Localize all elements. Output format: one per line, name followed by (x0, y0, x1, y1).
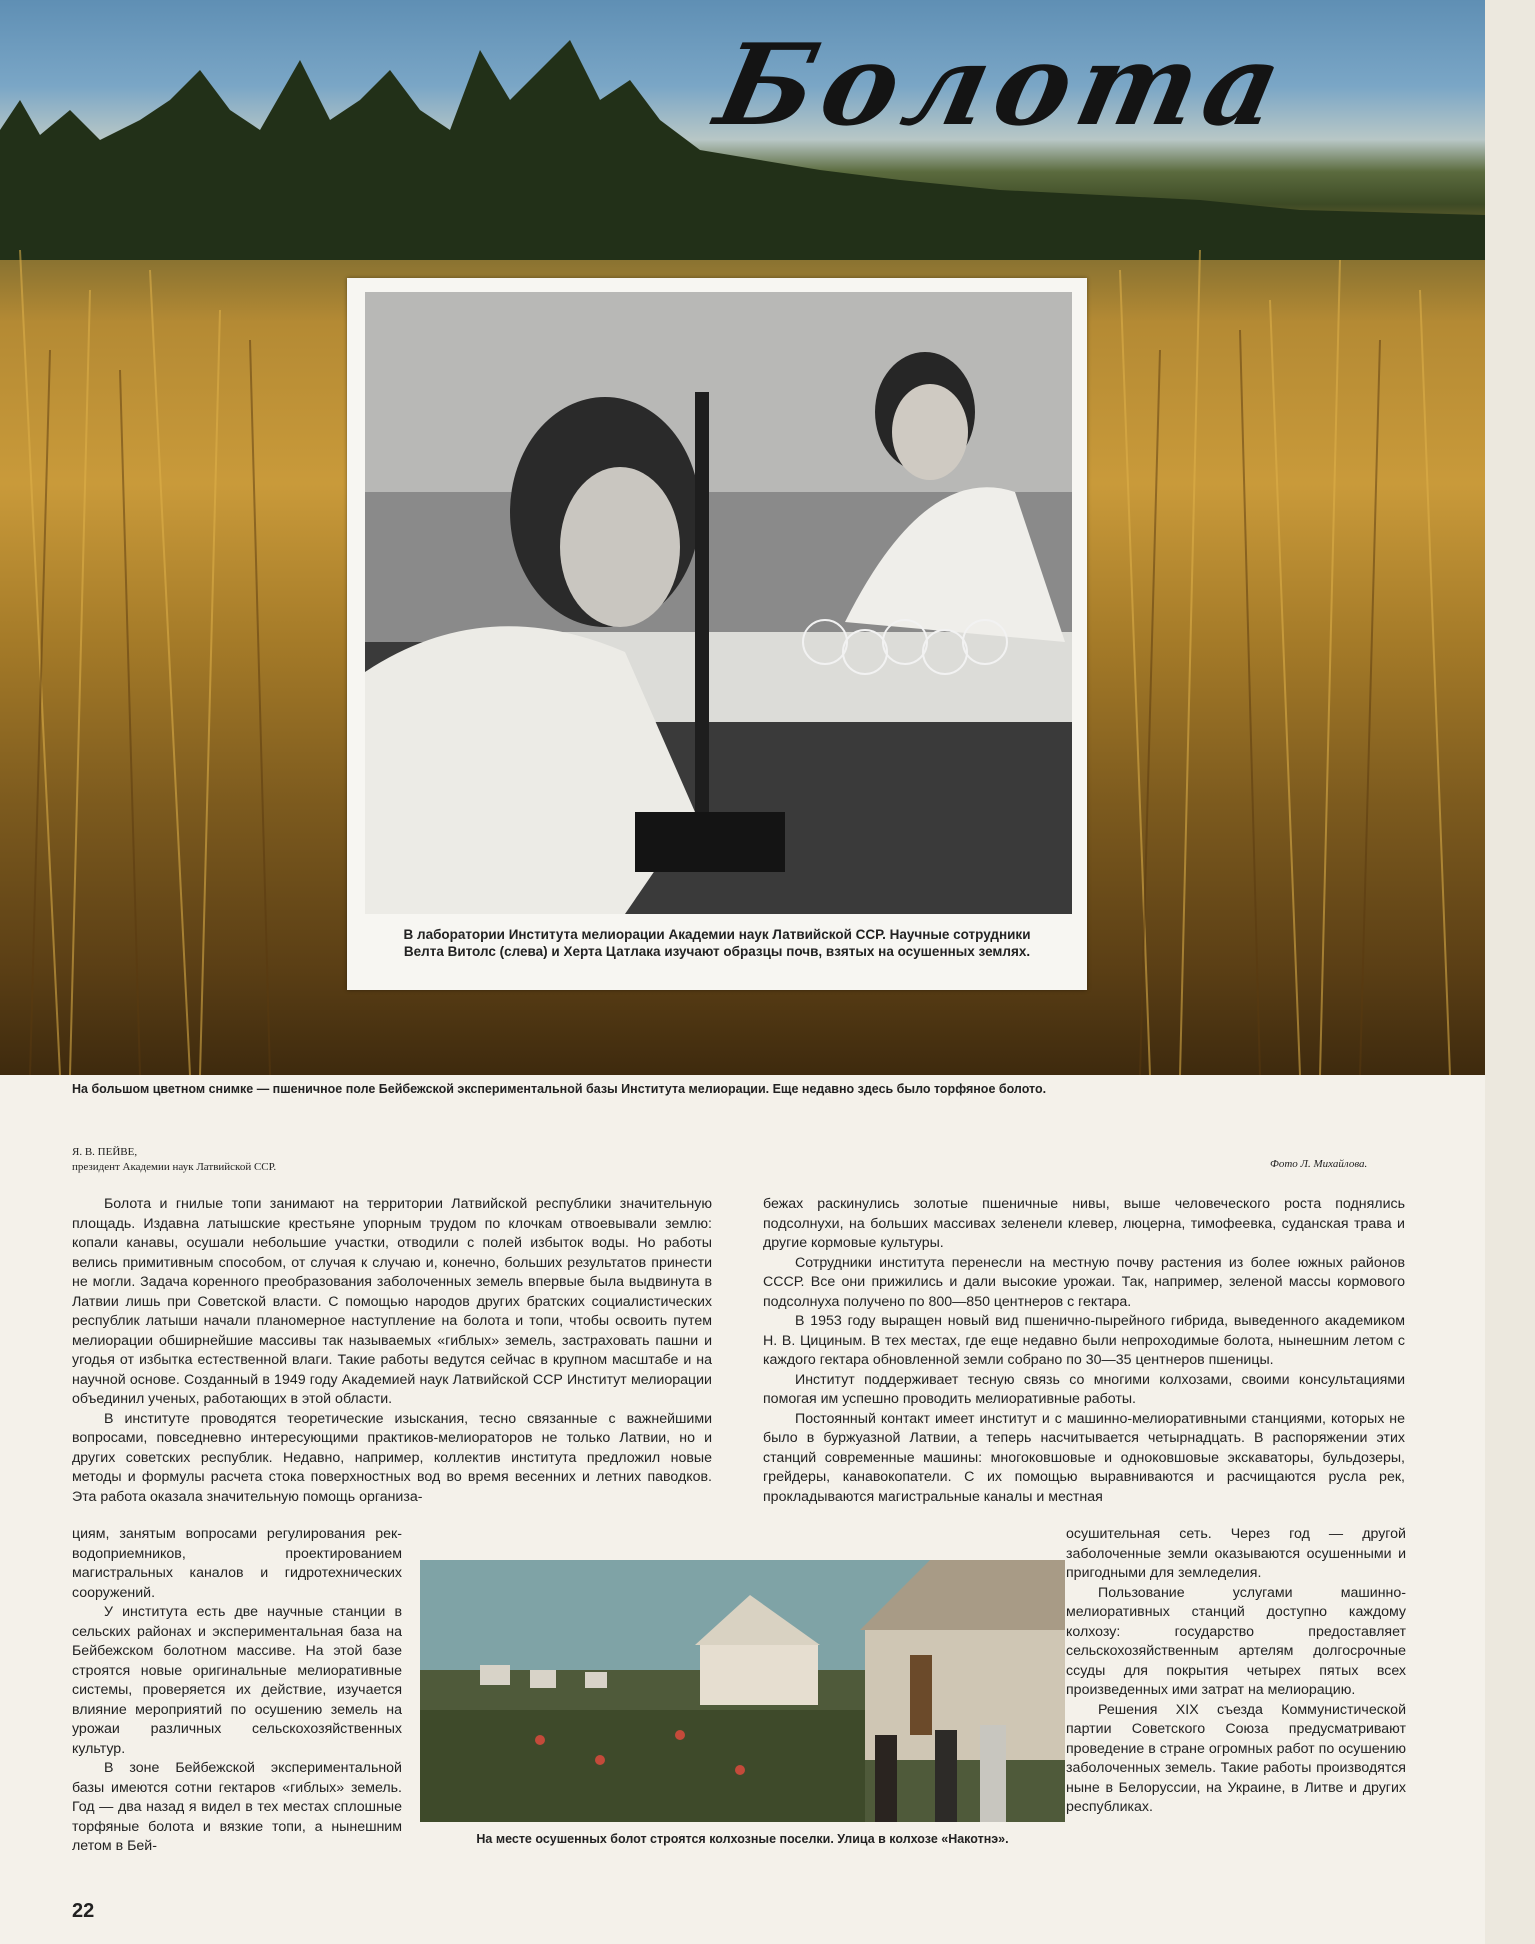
paragraph: Пользование услугами машинно-мелиоративных станций доступно каждому колхозу: государство предоставляет сельскохозяйственным артелям долгосрочные ссуды для покрытия четырех пятых всех произведенных ими затрат на мелиорацию. (1066, 1584, 1406, 1698)
column-2-bottom (1066, 1525, 1406, 1818)
article-title: Болота (706, 20, 1301, 151)
photo-credit: Фото Л. Михайлова. (1270, 1158, 1368, 1170)
village-photo (420, 1560, 1065, 1822)
paragraph: В 1953 году выращен новый вид пшенично-пырейного гибрида, выведенного академиком Н. В. Цициным. В тех местах, где еще недавно были непроходимые болота, нынешним летом с каждого гектара обновленной земли собрано по 30—35 центнеров пшеницы. (763, 1313, 1405, 1368)
paragraph: бежах раскинулись золотые пшеничные нивы, выше человеческого роста поднялись подсолнухи, на больших массивах зеленели клевер, люцерна, тимофеевка, суданская трава и другие кормовые культуры. (763, 1196, 1405, 1251)
author-block (72, 1145, 276, 1175)
village-photo-caption: На месте осушенных болот строятся колхозные поселки. Улица в колхозе «Накотнэ». (476, 1832, 1009, 1846)
paragraph: Решения XIX съезда Коммунистической партии Советского Союза предусматривают проведение в стране огромных работ по осушению заболоченных земель. Такие работы производятся ныне в Белоруссии, на Украине, в Литве и других республиках. (1066, 1701, 1406, 1815)
paragraph: Сотрудники института перенесли на местную почву растения из более южных районов СССР. Все они прижились и дали высокие урожаи. Так, например, зеленой массы кормового подсолнуха получено по 800—850 центнеров с гектара. (763, 1254, 1405, 1310)
author-title: президент Академии наук Латвийской ССР. (72, 1161, 277, 1173)
paragraph: У института есть две научные станции в сельских районах и экспериментальная база на Бейбежском болотном массиве. На этой базе строятся новые оригинальные мелиоративные системы, проверяется их действие, изучается влияние мероприятий по осушению земель на урожаи различных сельскохозяйственных культур. (72, 1604, 402, 1757)
paragraph: В зоне Бейбежской экспериментальной базы имеются сотни гектаров «гиблых» земель. Год — два назад я видел в тех местах сплошные торфяные болота и вязкие топи, а нынешним летом в Бей- (72, 1760, 402, 1854)
paragraph: Постоянный контакт имеет институт и с машинно-мелиоративными станциями, которых не было в буржуазной Латвии, а теперь насчитывается четырнадцать. В распоряжении этих станций современные машины: многоковшовые и одноковшовые экскаваторы, бульдозеры, грейдеры, канавокопатели. С их помощью выравниваются и расчищаются русла рек, прокладываются магистральные каналы и местная (763, 1410, 1405, 1505)
lab-photo (365, 292, 1072, 914)
hero-caption: На большом цветном снимке — пшеничное поле Бейбежской экспериментальной базы Института мелиорации. Еще недавно здесь было торфяное болото. (72, 1082, 1047, 1096)
page-number: 22 (72, 1900, 95, 1922)
page-edge (1485, 0, 1535, 1944)
column-2-top (763, 1195, 1405, 1507)
lab-photo-frame (347, 278, 1087, 990)
paragraph: Институт поддерживает тесную связь со многими колхозами, своими консультациями помогая им успешно проводить мелиоративные работы. (763, 1371, 1405, 1407)
column-1-top (72, 1195, 712, 1507)
column-1-bottom (72, 1525, 402, 1857)
paragraph: В институте проводятся теоретические изыскания, тесно связанные с важнейшими вопросами, повседневно интересующими практиков-мелиораторов не только Латвии, но и других советских республик. Недавно, например, коллектив института предложил новые методы и формулы расчета стока поверхностных вод во время весенних и летних паводков. Эта работа оказала значительную помощь организа- (72, 1410, 712, 1505)
paragraph: Болота и гнилые топи занимают на территории Латвийской республики значительную площадь. Издавна латышские крестьяне упорным трудом по клочкам отвоевывали землю: копали канавы, осушали небольшие участки, отводили с полей избыток воды. Но работы велись примитивным способом, от случая к случаю и, конечно, больших результатов принести не могли. Задача коренного преобразования заболоченных земель впервые была выдвинута в Латвии лишь при Советской власти. С помощью народов других братских социалистических республик латыши начали планомерное наступление на болота и топи, чтобы освоить путем мелиорации обширнейшие массивы так называемых «гиблых» земель, застраховать пашни и угодья от избытка естественной влаги. Такие работы ведутся сейчас в крупном масштабе и на научной основе. Созданный в 1949 году Академией наук Латвийской ССР Институт мелиорации объединил ученых, работающих в этой области. (72, 1196, 712, 1407)
paragraph: циям, занятым вопросами регулирования рек-водоприемников, проектированием магистральных каналов и гидротехнических сооружений. (72, 1526, 402, 1601)
author-name: Я. В. ПЕЙВЕ, (72, 1146, 138, 1158)
paragraph: осушительная сеть. Через год — другой заболоченные земли оказываются осушенными и пригодными для земледелия. (1066, 1526, 1406, 1581)
lab-photo-caption: В лаборатории Института мелиорации Академии наук Латвийской ССР. Научные сотрудники Велта Витолс (слева) и Херта Цатлака изучают образцы почв, взятых на осушенных землях. (403, 927, 1031, 959)
